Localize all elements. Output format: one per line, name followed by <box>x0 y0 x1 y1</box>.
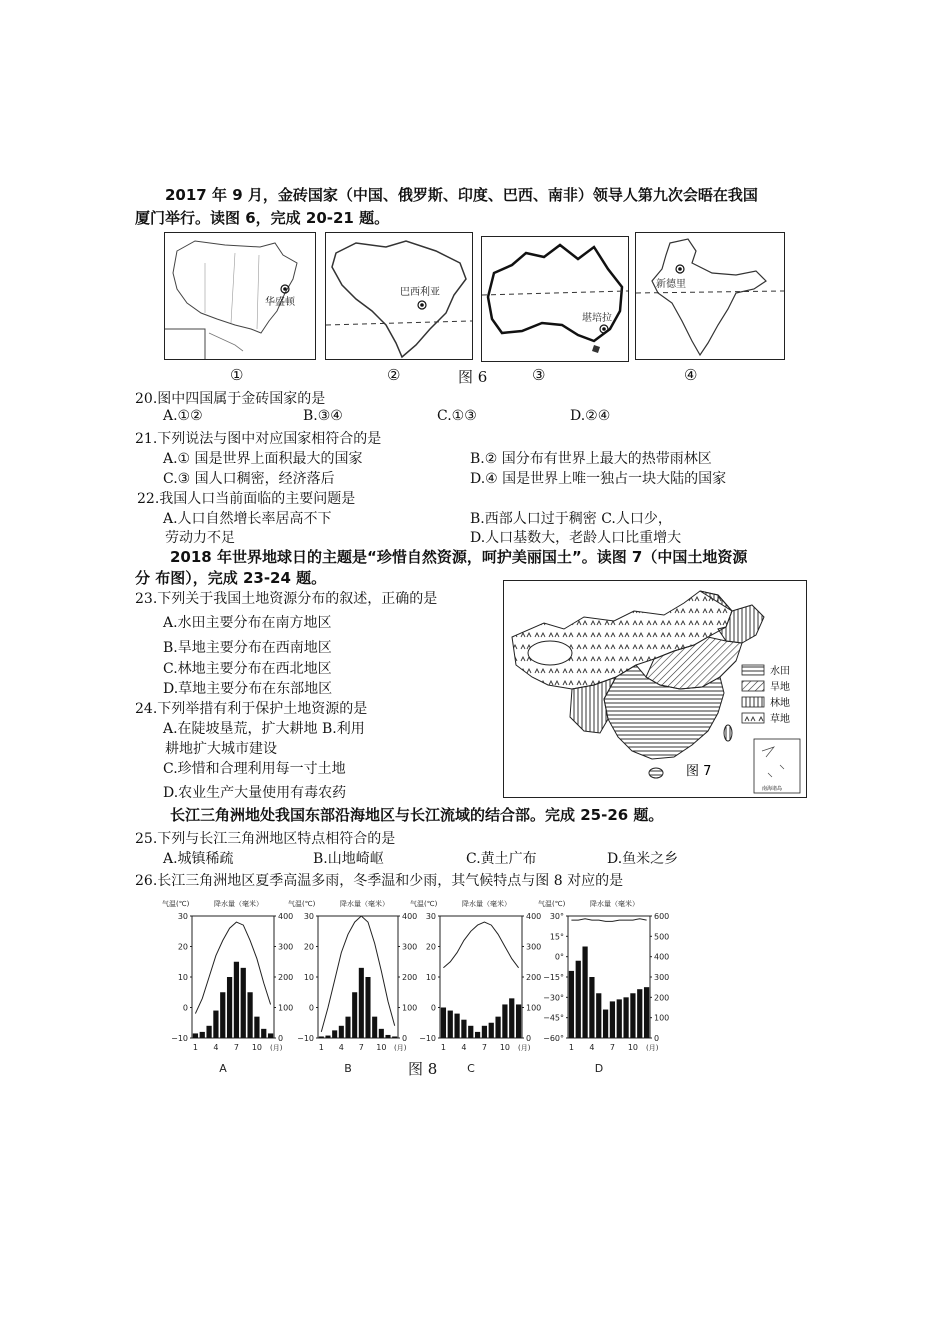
chart-b-month-tick: 7 <box>358 1043 364 1052</box>
chart-d-precip-bar <box>589 977 594 1038</box>
chart-c-precip-bar <box>489 1023 494 1038</box>
chart-c-precip-bar <box>441 1008 446 1039</box>
chart-d-precip-tick: 100 <box>654 1013 670 1023</box>
chart-c-temp-tick: 0 <box>430 1003 436 1013</box>
chart-a-precip-tick: 100 <box>278 1003 294 1013</box>
q25-option-c: C.黄土广布 <box>466 851 537 867</box>
chart-d-temp-tick: 30° <box>549 912 564 921</box>
chart-b-precip-tick: 0 <box>402 1034 408 1043</box>
city-label-3: 堪培拉 <box>582 313 612 324</box>
chart-d-precip-bar <box>637 989 642 1038</box>
q20-option-c: C.①③ <box>437 408 477 424</box>
chart-c-temp-tick: 30 <box>425 912 436 921</box>
chart-a-precip-bar <box>220 992 225 1038</box>
q21-option-b: B.② 国分布有世界上最大的热带雨林区 <box>470 451 712 467</box>
chart-c-precip-tick: 300 <box>526 942 542 952</box>
chart-b-month-tick: 1 <box>318 1043 324 1052</box>
q25-option-b: B.山地崎岖 <box>313 851 384 867</box>
map-number-2: ② <box>387 366 401 384</box>
chart-a-month-tick: 10 <box>251 1043 263 1052</box>
chart-a-temp-tick: −10 <box>171 1034 188 1043</box>
chart-c-precip-bar <box>448 1011 453 1038</box>
chart-b-precip-bar <box>379 1029 384 1038</box>
map-australia <box>481 236 629 362</box>
chart-c-precip-tick: 200 <box>526 973 542 982</box>
chart-d-precip-tick: 0 <box>654 1034 660 1043</box>
q24-option-a-cont: 耕地扩大城市建设 <box>165 741 277 757</box>
chart-d-precip-bar <box>582 947 587 1039</box>
q20-option-d: D.②④ <box>570 408 611 424</box>
chart-a-precip-bar <box>206 1026 211 1038</box>
chart-a-precip-bar <box>254 1017 259 1038</box>
chart-d-precip-tick: 400 <box>654 952 670 962</box>
chart-b-precip-bar <box>392 1036 397 1038</box>
q22-option-b: B.西部人口过于稠密 C.人口少， <box>470 511 672 527</box>
q21-option-d: D.④ 国是世界上唯一独占一块大陆的国家 <box>470 471 727 487</box>
chart-b-temp-label: 气温(℃) <box>288 900 316 908</box>
chart-d-temp-tick: 15° <box>549 932 564 942</box>
chart-c-precip-label: 降水量（毫米） <box>462 900 511 908</box>
q22-stem: 22.我国人口当前面临的主要问题是 <box>137 491 356 507</box>
chart-b-temp-line <box>321 916 394 1032</box>
chart-a-letter: A <box>219 1062 227 1075</box>
chart-d-temp-tick: 0° <box>554 952 564 962</box>
chart-d-precip-bar <box>630 993 635 1038</box>
chart-c-precip-tick: 100 <box>526 1003 542 1013</box>
chart-d-precip-bar <box>596 993 601 1038</box>
chart-c-precip-bar <box>502 1004 507 1038</box>
q23-option-a: A.水田主要分布在南方地区 <box>163 615 332 631</box>
q20-option-a: A.①② <box>163 408 203 424</box>
chart-a-temp-tick: 0 <box>182 1003 188 1013</box>
intro-3-line-1: 长江三角洲地处我国东部沿海地区与长江流域的结合部。完成 25-26 题。 <box>170 806 664 824</box>
chart-b-letter: B <box>344 1062 352 1075</box>
chart-c-month-tick: 4 <box>461 1043 467 1052</box>
chart-b-temp-tick: 0 <box>308 1003 314 1013</box>
chart-b-frame <box>318 916 398 1038</box>
chart-c-precip-bar <box>495 1017 500 1038</box>
chart-c-month-tick: 1 <box>440 1043 446 1052</box>
q21-stem: 21.下列说法与图中对应国家相符合的是 <box>135 431 382 447</box>
chart-a-temp-tick: 20 <box>177 942 188 952</box>
q20-option-b: B.③④ <box>303 408 343 424</box>
chart-b-precip-bar <box>372 1017 377 1038</box>
chart-d-precip-bar <box>644 987 649 1038</box>
map-india <box>635 232 785 360</box>
chart-b-precip-bar <box>365 977 370 1038</box>
chart-d-precip-bar <box>617 999 622 1038</box>
chart-c-precip-bar <box>468 1026 473 1038</box>
city-label-1: 华盛顿 <box>265 297 295 308</box>
intro-1-line-1: 2017 年 9 月，金砖国家（中国、俄罗斯、印度、巴西、南非）领导人第九次会晤在我国 <box>165 186 758 204</box>
chart-a-month-tick: 7 <box>233 1043 239 1052</box>
figure-7-caption: 图 7 <box>686 764 712 779</box>
chart-a-precip-tick: 400 <box>278 912 294 921</box>
chart-c-letter: C <box>467 1062 475 1075</box>
chart-a-precip-bar <box>247 992 252 1038</box>
q22-option-c-cont: 劳动力不足 <box>165 530 235 546</box>
chart-b-precip-label: 降水量（毫米） <box>340 900 389 908</box>
chart-a-precip-tick: 200 <box>278 973 294 982</box>
q26-stem: 26.长江三角洲地区夏季高温多雨，冬季温和少雨，其气候特点与图 8 对应的是 <box>135 873 624 889</box>
legend-grass-label: 草地 <box>770 714 790 725</box>
chart-b-month-tick: 10 <box>376 1043 387 1052</box>
chart-b-precip-bar <box>352 992 357 1038</box>
chart-d-temp-label: 气温(℃) <box>538 900 566 908</box>
chart-b-temp-tick: −10 <box>297 1034 314 1043</box>
chart-c-precip-tick: 400 <box>526 912 542 921</box>
chart-c-month-label: (月) <box>518 1044 531 1052</box>
intro-2-line-1: 2018 年世界地球日的主题是“珍惜自然资源，呵护美丽国土”。读图 7（中国土地资源 <box>170 548 748 566</box>
chart-b-precip-bar <box>339 1026 344 1038</box>
chart-a-temp-tick: 10 <box>177 973 188 982</box>
intro-2-line-2: 分 布图），完成 23-24 题。 <box>135 569 327 587</box>
city-label-2: 巴西利亚 <box>400 287 440 298</box>
chart-d-month-label: (月) <box>646 1044 659 1052</box>
q24-option-a: A.在陡坡垦荒，扩大耕地 B.利用 <box>163 721 365 737</box>
china-land-map <box>503 580 807 798</box>
chart-c-temp-tick: 10 <box>425 973 436 982</box>
chart-c-temp-label: 气温(℃) <box>410 900 438 908</box>
chart-b-precip-tick: 300 <box>402 942 418 952</box>
chart-d-precip-bar <box>603 1010 608 1038</box>
chart-b-temp-tick: 20 <box>303 942 314 952</box>
chart-c-precip-bar <box>482 1026 487 1038</box>
chart-a-precip-bar <box>261 1029 266 1038</box>
chart-b-month-tick: 4 <box>338 1043 344 1052</box>
chart-a-month-tick: 4 <box>213 1043 219 1052</box>
chart-d-temp-tick: −60° <box>543 1034 564 1043</box>
chart-d-precip-tick: 600 <box>654 912 670 921</box>
q22-option-a: A.人口自然增长率居高不下 <box>163 511 332 527</box>
chart-b-precip-bar <box>385 1035 390 1038</box>
q20-stem: 20.图中四国属于金砖国家的是 <box>135 391 326 407</box>
chart-d-month-tick: 7 <box>609 1043 615 1052</box>
q23-option-d: D.草地主要分布在东部地区 <box>163 681 333 697</box>
climate-charts <box>160 894 680 1080</box>
q25-option-a: A.城镇稀疏 <box>163 851 234 867</box>
inset-label: 南海诸岛 <box>762 786 783 792</box>
chart-a-temp-label: 气温(℃) <box>162 900 190 908</box>
chart-c-temp-tick: 20 <box>425 942 436 952</box>
chart-c-precip-tick: 0 <box>526 1034 532 1043</box>
chart-b-precip-bar <box>345 1017 350 1038</box>
chart-d-precip-tick: 500 <box>654 932 670 942</box>
chart-a-month-label: (月) <box>270 1044 283 1052</box>
chart-c-precip-bar <box>475 1032 480 1038</box>
q25-option-d: D.鱼米之乡 <box>607 851 679 867</box>
chart-b-temp-tick: 30 <box>303 912 314 921</box>
chart-a-precip-label: 降水量（毫米） <box>214 900 263 908</box>
legend-dryland-label: 旱地 <box>770 682 790 693</box>
legend-forest-label: 林地 <box>770 698 790 709</box>
chart-a-precip-bar <box>193 1033 198 1038</box>
figure-8-caption: 图 8 <box>408 1060 438 1078</box>
q24-option-c: C.珍惜和合理利用每一寸土地 <box>163 761 346 777</box>
chart-a-precip-bar <box>268 1033 273 1038</box>
q23-option-c: C.林地主要分布在西北地区 <box>163 661 332 677</box>
chart-a-precip-tick: 0 <box>278 1034 284 1043</box>
chart-d-temp-tick: −15° <box>543 973 564 982</box>
legend-paddy-label: 水田 <box>770 666 790 677</box>
chart-d-precip-tick: 300 <box>654 973 670 982</box>
map-number-3: ③ <box>532 366 546 384</box>
chart-b-precip-bar <box>332 1030 337 1038</box>
chart-d-precip-bar <box>576 961 581 1038</box>
chart-d-precip-bar <box>623 997 628 1038</box>
chart-d-month-tick: 4 <box>589 1043 595 1052</box>
chart-b-precip-bar <box>325 1036 330 1038</box>
chart-a-temp-line <box>195 922 270 1014</box>
chart-b-month-label: (月) <box>394 1044 407 1052</box>
chart-c-month-tick: 7 <box>481 1043 487 1052</box>
q21-option-c: C.③ 国人口稠密，经济落后 <box>163 471 335 487</box>
chart-a-precip-tick: 300 <box>278 942 294 952</box>
chart-d-precip-bar <box>569 971 574 1038</box>
chart-d-temp-tick: −45° <box>543 1013 564 1023</box>
map-usa <box>164 232 316 360</box>
q25-stem: 25.下列与长江三角洲地区特点相符合的是 <box>135 831 396 847</box>
chart-c-precip-bar <box>509 998 514 1038</box>
chart-a-precip-bar <box>241 968 246 1038</box>
chart-d-letter: D <box>594 1062 604 1075</box>
chart-c-precip-bar <box>454 1014 459 1038</box>
map-number-1: ① <box>230 366 244 384</box>
chart-d-precip-bar <box>610 1001 615 1038</box>
chart-b-temp-tick: 10 <box>303 973 314 982</box>
map-brazil <box>325 232 473 360</box>
chart-b-precip-tick: 200 <box>402 973 418 982</box>
city-label-4: 新德里 <box>656 279 686 290</box>
q24-option-d: D.农业生产大量使用有毒农药 <box>163 785 347 801</box>
chart-d-precip-tick: 200 <box>654 993 670 1003</box>
chart-d-precip-label: 降水量（毫米） <box>590 900 639 908</box>
chart-d-temp-tick: −30° <box>543 993 564 1003</box>
chart-c-temp-tick: −10 <box>419 1034 436 1043</box>
chart-a-precip-bar <box>213 1011 218 1038</box>
chart-a-month-tick: 1 <box>192 1043 198 1052</box>
chart-a-precip-bar <box>234 962 239 1038</box>
q23-option-b: B.旱地主要分布在西南地区 <box>163 640 332 656</box>
chart-b-precip-bar <box>359 968 364 1038</box>
chart-c-temp-line <box>443 922 518 968</box>
chart-b-precip-tick: 400 <box>402 912 418 921</box>
chart-a-temp-tick: 30 <box>177 912 188 921</box>
q22-option-d: D.人口基数大，老龄人口比重增大 <box>470 530 682 546</box>
chart-d-month-tick: 10 <box>627 1043 639 1052</box>
q23-stem: 23.下列关于我国土地资源分布的叙述，正确的是 <box>135 591 438 607</box>
chart-a-precip-bar <box>227 977 232 1038</box>
q21-option-a: A.① 国是世界上面积最大的国家 <box>163 451 363 467</box>
chart-c-precip-bar <box>516 1004 521 1038</box>
chart-a-precip-bar <box>200 1032 205 1038</box>
chart-c-precip-bar <box>461 1020 466 1038</box>
chart-b-precip-bar <box>319 1036 324 1038</box>
chart-d-month-tick: 1 <box>568 1043 574 1052</box>
chart-b-precip-tick: 100 <box>402 1003 418 1013</box>
q24-stem: 24.下列举措有利于保护土地资源的是 <box>135 701 368 717</box>
intro-1-line-2: 厦门举行。读图 6，完成 20-21 题。 <box>135 209 390 227</box>
chart-c-month-tick: 10 <box>499 1043 511 1052</box>
chart-d-temp-line <box>571 919 646 922</box>
map-number-4: ④ <box>684 366 698 384</box>
figure-6-caption: 图 6 <box>458 368 488 386</box>
